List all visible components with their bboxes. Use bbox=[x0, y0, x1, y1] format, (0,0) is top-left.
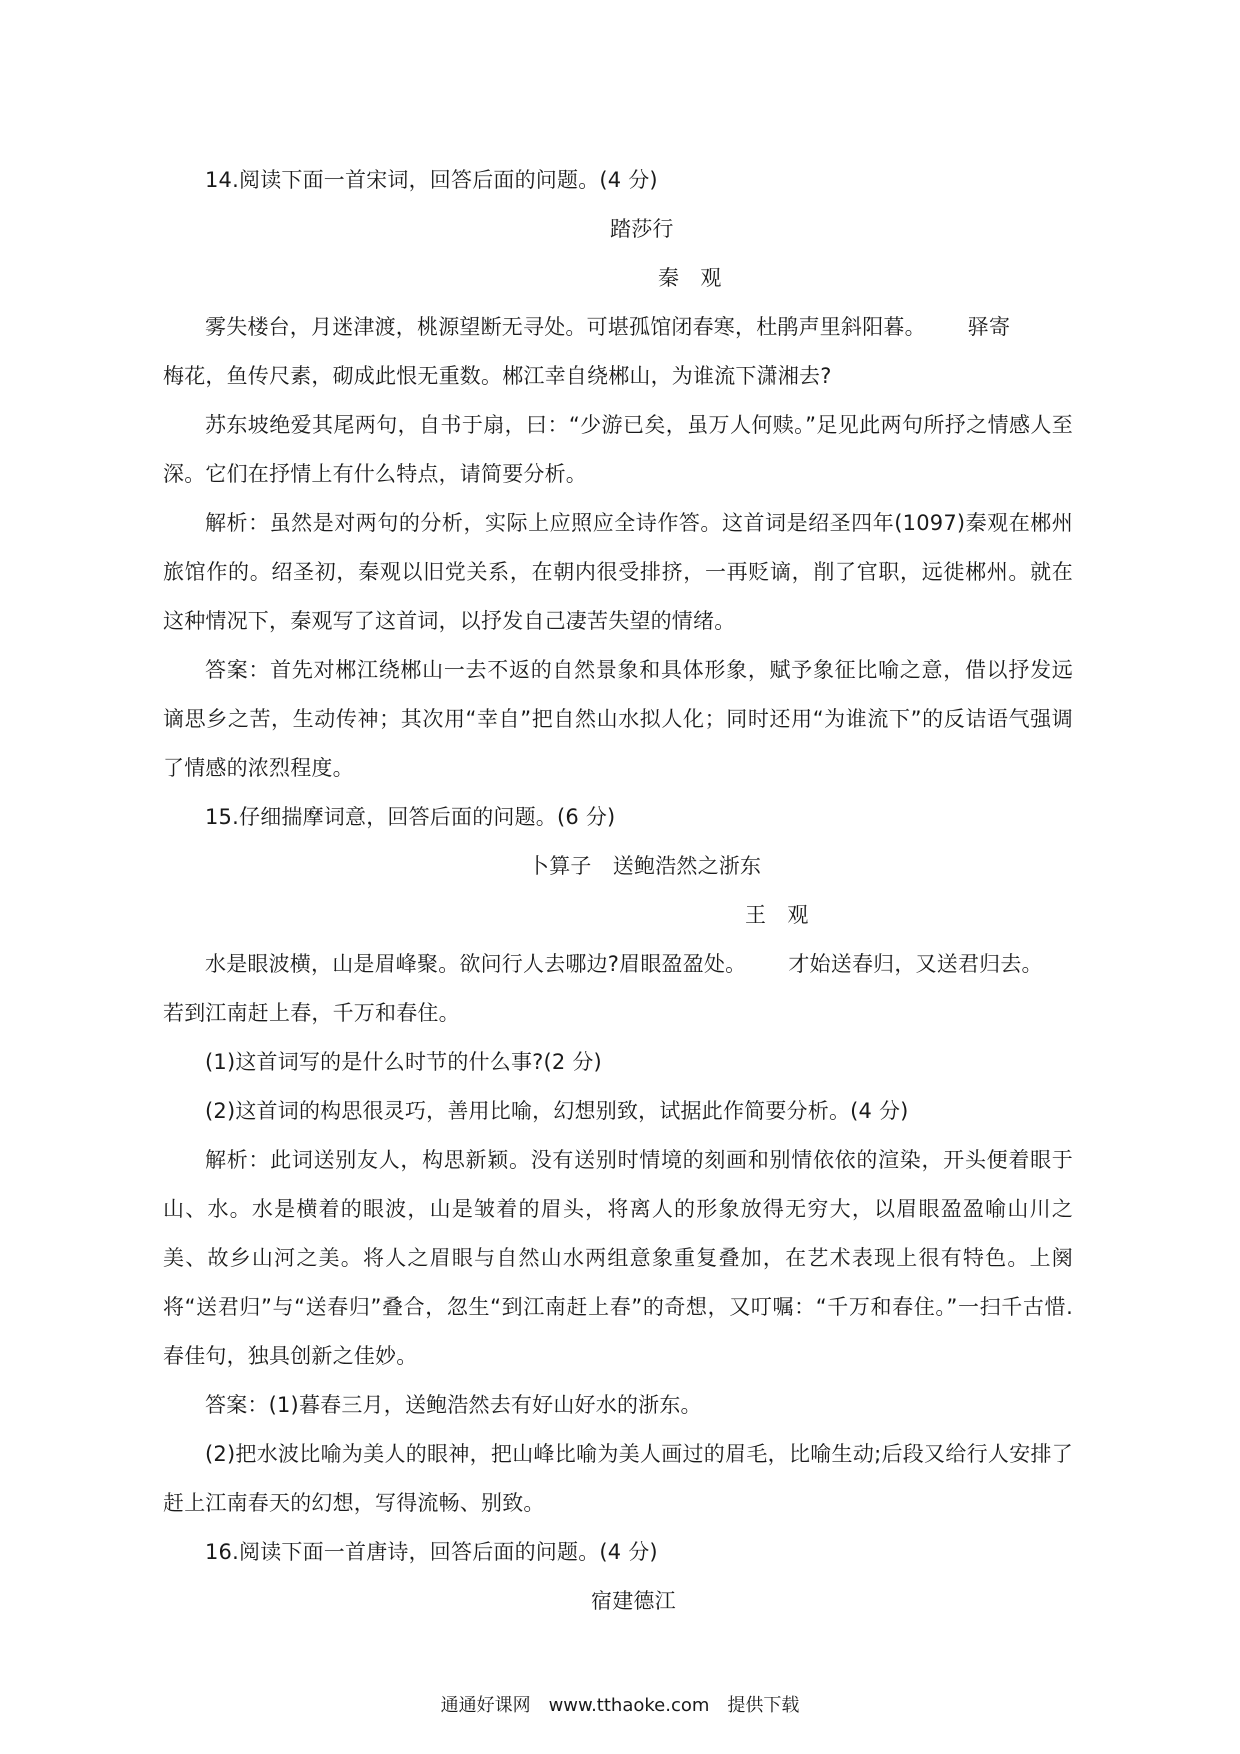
q15-poem-title: 卜算子 送鲍浩然之浙东 bbox=[528, 854, 762, 878]
q16-prompt: 16.阅读下面一首唐诗，回答后面的问题。(4 分) bbox=[205, 1540, 658, 1564]
page-footer: 通通好课网 www.tthaoke.com 提供下载 bbox=[440, 1695, 800, 1716]
q15-poem-author: 王 观 bbox=[745, 903, 809, 927]
q15-answer-2: (2)把水波比喻为美人的眼神，把山峰比喻为美人画过的眉毛，比喻生动;后段又给行人安排了赶上江南春天的幻想，写得流畅、别致。 bbox=[163, 1442, 1073, 1515]
q15-poem-line-1a: 水是眼波横，山是眉峰聚。欲问行人去哪边?眉眼盈盈处。 bbox=[205, 952, 747, 976]
q14-answer: 答案：首先对郴江绕郴山一去不返的自然景象和具体形象，赋予象征比喻之意，借以抒发远谪思乡之苦，生动传神；其次用“幸自”把自然山水拟人化；同时还用“为谁流下”的反诘语气强调了情感的浓烈程度。 bbox=[163, 658, 1073, 780]
q15-poem-line-1 bbox=[163, 940, 1073, 989]
q15-sub-question-1: (1)这首词写的是什么时节的什么事?(2 分) bbox=[205, 1050, 602, 1074]
q15-prompt: 15.仔细揣摩词意，回答后面的问题。(6 分) bbox=[205, 805, 616, 829]
q14-poem-line-1 bbox=[163, 303, 1073, 352]
q14-poem-title: 踏莎行 bbox=[610, 217, 674, 241]
q14-poem-line-1a: 雾失楼台，月迷津渡，桃源望断无寻处。可堪孤馆闭春寒，杜鹃声里斜阳暮。 bbox=[205, 315, 926, 339]
q16-poem-title: 宿建德江 bbox=[591, 1589, 676, 1613]
q14-poem-line-2: 梅花，鱼传尺素，砌成此恨无重数。郴江幸自绕郴山，为谁流下潇湘去? bbox=[163, 364, 832, 388]
q15-poem-line-2: 若到江南赶上春，千万和春住。 bbox=[163, 1001, 460, 1025]
q14-poem-line-1b: 驿寄 bbox=[967, 315, 1011, 339]
document-body bbox=[163, 156, 1073, 1626]
q15-sub-question-2: (2)这首词的构思很灵巧，善用比喻，幻想别致，试据此作简要分析。(4 分) bbox=[205, 1099, 909, 1123]
q14-prompt: 14.阅读下面一首宋词，回答后面的问题。(4 分) bbox=[205, 168, 658, 192]
q15-poem-line-1b: 才始送春归，又送君归去。 bbox=[788, 952, 1043, 976]
q14-analysis: 解析：虽然是对两句的分析，实际上应照应全诗作答。这首词是绍圣四年(1097)秦观在郴州旅馆作的。绍圣初，秦观以旧党关系，在朝内很受排挤，一再贬谪，削了官职，远徙郴州。就在这种情况下，秦观写了这首词，以抒发自己凄苦失望的情绪。 bbox=[163, 511, 1073, 633]
q14-question: 苏东坡绝爱其尾两句，自书于扇，曰：“少游已矣，虽万人何赎。”足见此两句所抒之情感人至深。它们在抒情上有什么特点，请简要分析。 bbox=[163, 413, 1073, 486]
q15-analysis: 解析：此词送别友人，构思新颖。没有送别时情境的刻画和别情依依的渲染，开头便着眼于山、水。水是横着的眼波，山是皱着的眉头，将离人的形象放得无穷大，以眉眼盈盈喻山川之美、故乡山河之美。将人之眉眼与自然山水两组意象重复叠加，在艺术表现上很有特色。上阕将“送君归”与“送春归”叠合，忽生“到江南赶上春”的奇想，又叮嘱：“千万和春住。”一扫千古惜.春佳句，独具创新之佳妙。 bbox=[163, 1148, 1073, 1368]
q14-poem-author: 秦 观 bbox=[658, 266, 722, 290]
q15-answer-1: 答案：(1)暮春三月，送鲍浩然去有好山好水的浙东。 bbox=[205, 1393, 702, 1417]
